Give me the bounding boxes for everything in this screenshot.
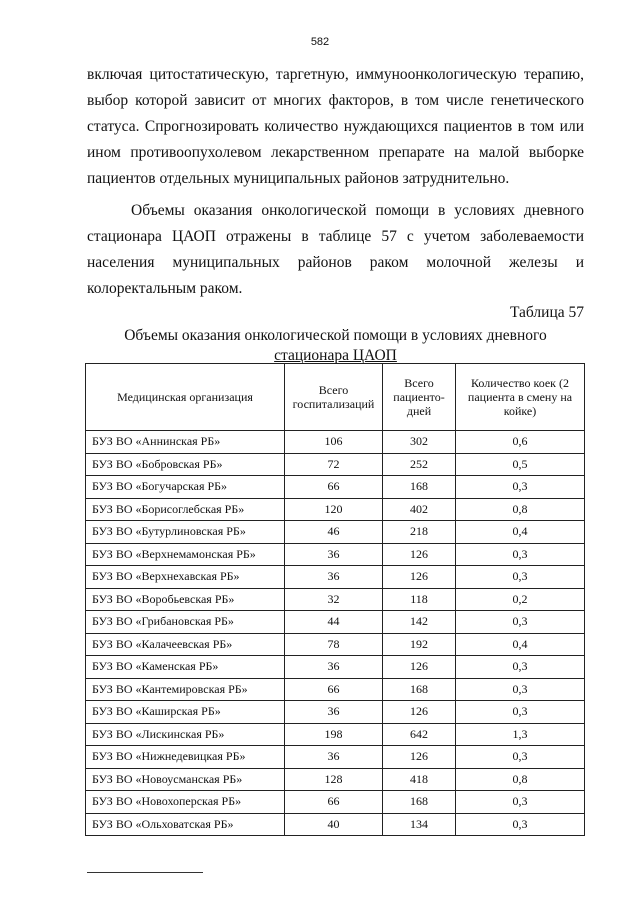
cell-hospitalizations: 32 — [285, 588, 383, 611]
table-row — [86, 723, 585, 746]
cell-organization: БУЗ ВО «Воробьевская РБ» — [86, 588, 285, 611]
cell-patient-days: 168 — [383, 791, 456, 814]
cell-beds: 0,3 — [456, 791, 585, 814]
cell-patient-days: 218 — [383, 521, 456, 544]
column-header-hospitalizations: Всего госпитализаций — [285, 364, 383, 431]
table-row — [86, 701, 585, 724]
paragraph-line: ином противоопухолевом лекарственном препарате на малой выборке — [87, 144, 584, 161]
cell-hospitalizations: 36 — [285, 746, 383, 769]
paragraph-line: пациентов отдельных муниципальных районов затруднительно. — [87, 170, 510, 187]
cell-patient-days: 642 — [383, 723, 456, 746]
table-header-row — [86, 364, 585, 431]
cell-organization: БУЗ ВО «Бобровская РБ» — [86, 453, 285, 476]
cell-hospitalizations: 36 — [285, 656, 383, 679]
cell-patient-days: 134 — [383, 813, 456, 836]
cell-beds: 0,3 — [456, 611, 585, 634]
paragraph-line: выбор которой зависит от многих факторов, в том числе генетического — [87, 92, 584, 109]
table-body — [86, 431, 585, 836]
cell-patient-days: 126 — [383, 543, 456, 566]
table-row — [86, 656, 585, 679]
cell-beds: 0,5 — [456, 453, 585, 476]
paragraph-2 — [87, 198, 584, 302]
cell-organization: БУЗ ВО «Верхнемамонская РБ» — [86, 543, 285, 566]
cell-hospitalizations: 78 — [285, 633, 383, 656]
cell-organization: БУЗ ВО «Нижнедевицкая РБ» — [86, 746, 285, 769]
table-row — [86, 746, 585, 769]
cell-hospitalizations: 36 — [285, 543, 383, 566]
cell-beds: 0,3 — [456, 566, 585, 589]
cell-beds: 0,6 — [456, 431, 585, 454]
column-header-patient-days: Всего пациенто-дней — [383, 364, 456, 431]
table-row — [86, 678, 585, 701]
cell-organization: БУЗ ВО «Каменская РБ» — [86, 656, 285, 679]
cell-hospitalizations: 198 — [285, 723, 383, 746]
cell-organization: БУЗ ВО «Борисоглебская РБ» — [86, 498, 285, 521]
cell-organization: БУЗ ВО «Кантемировская РБ» — [86, 678, 285, 701]
cell-beds: 0,3 — [456, 543, 585, 566]
table-row — [86, 431, 585, 454]
paragraph-1 — [87, 62, 584, 192]
table-row — [86, 768, 585, 791]
table-title — [87, 326, 584, 366]
cell-patient-days: 126 — [383, 566, 456, 589]
table-row — [86, 588, 585, 611]
cell-hospitalizations: 72 — [285, 453, 383, 476]
cell-organization: БУЗ ВО «Грибановская РБ» — [86, 611, 285, 634]
cell-hospitalizations: 66 — [285, 476, 383, 499]
table-title-line: Объемы оказания онкологической помощи в условиях дневного — [124, 327, 547, 344]
cell-organization: БУЗ ВО «Каширская РБ» — [86, 701, 285, 724]
cell-hospitalizations: 66 — [285, 678, 383, 701]
cell-patient-days: 192 — [383, 633, 456, 656]
cell-hospitalizations: 36 — [285, 566, 383, 589]
cell-patient-days: 302 — [383, 431, 456, 454]
table-row — [86, 566, 585, 589]
cell-hospitalizations: 106 — [285, 431, 383, 454]
cell-patient-days: 402 — [383, 498, 456, 521]
table-row — [86, 633, 585, 656]
column-header-beds: Количество коек (2 пациента в смену на койке) — [456, 364, 585, 431]
paragraph-line: включая цитостатическую, таргетную, иммуноонкологическую терапию, — [87, 66, 584, 83]
paragraph-line: населения муниципальных районов раком молочной железы и — [87, 254, 584, 271]
cell-hospitalizations: 66 — [285, 791, 383, 814]
table-row — [86, 543, 585, 566]
cell-patient-days: 142 — [383, 611, 456, 634]
paragraph-line: статуса. Спрогнозировать количество нуждающихся пациентов в том или — [87, 118, 584, 135]
cell-beds: 0,3 — [456, 476, 585, 499]
footnote-rule — [87, 872, 203, 873]
cell-organization: БУЗ ВО «Верхнехавская РБ» — [86, 566, 285, 589]
cell-hospitalizations: 36 — [285, 701, 383, 724]
cell-patient-days: 126 — [383, 746, 456, 769]
cell-hospitalizations: 44 — [285, 611, 383, 634]
cell-beds: 0,3 — [456, 813, 585, 836]
table-row — [86, 521, 585, 544]
page-number: 582 — [310, 36, 330, 48]
cell-hospitalizations: 128 — [285, 768, 383, 791]
table-row — [86, 791, 585, 814]
cell-beds: 0,2 — [456, 588, 585, 611]
paragraph-line: колоректальным раком. — [87, 280, 243, 297]
paragraph-line: стационара ЦАОП отражены в таблице 57 с учетом заболеваемости — [87, 228, 584, 245]
cell-hospitalizations: 120 — [285, 498, 383, 521]
cell-organization: БУЗ ВО «Новоусманская РБ» — [86, 768, 285, 791]
cell-patient-days: 168 — [383, 678, 456, 701]
column-header-organization: Медицинская организация — [86, 364, 285, 431]
paragraph-line: Объемы оказания онкологической помощи в условиях дневного — [131, 202, 584, 219]
data-table — [85, 363, 585, 836]
cell-beds: 0,4 — [456, 521, 585, 544]
cell-organization: БУЗ ВО «Лискинская РБ» — [86, 723, 285, 746]
cell-beds: 0,3 — [456, 656, 585, 679]
cell-organization: БУЗ ВО «Новохоперская РБ» — [86, 791, 285, 814]
cell-organization: БУЗ ВО «Ольховатская РБ» — [86, 813, 285, 836]
cell-organization: БУЗ ВО «Калачеевская РБ» — [86, 633, 285, 656]
cell-patient-days: 118 — [383, 588, 456, 611]
cell-beds: 0,4 — [456, 633, 585, 656]
table-row — [86, 611, 585, 634]
table-row — [86, 476, 585, 499]
cell-hospitalizations: 40 — [285, 813, 383, 836]
cell-patient-days: 126 — [383, 701, 456, 724]
cell-beds: 0,8 — [456, 498, 585, 521]
table-row — [86, 453, 585, 476]
cell-beds: 0,3 — [456, 678, 585, 701]
cell-patient-days: 126 — [383, 656, 456, 679]
cell-patient-days: 252 — [383, 453, 456, 476]
cell-patient-days: 418 — [383, 768, 456, 791]
table-row — [86, 813, 585, 836]
cell-beds: 0,3 — [456, 701, 585, 724]
cell-beds: 1,3 — [456, 723, 585, 746]
cell-beds: 0,3 — [456, 746, 585, 769]
cell-organization: БУЗ ВО «Богучарская РБ» — [86, 476, 285, 499]
table-title-line: стационара ЦАОП — [274, 347, 397, 364]
cell-beds: 0,8 — [456, 768, 585, 791]
cell-hospitalizations: 46 — [285, 521, 383, 544]
cell-organization: БУЗ ВО «Аннинская РБ» — [86, 431, 285, 454]
table-row — [86, 498, 585, 521]
cell-patient-days: 168 — [383, 476, 456, 499]
table-label: Таблица 57 — [509, 304, 584, 321]
cell-organization: БУЗ ВО «Бутурлиновская РБ» — [86, 521, 285, 544]
